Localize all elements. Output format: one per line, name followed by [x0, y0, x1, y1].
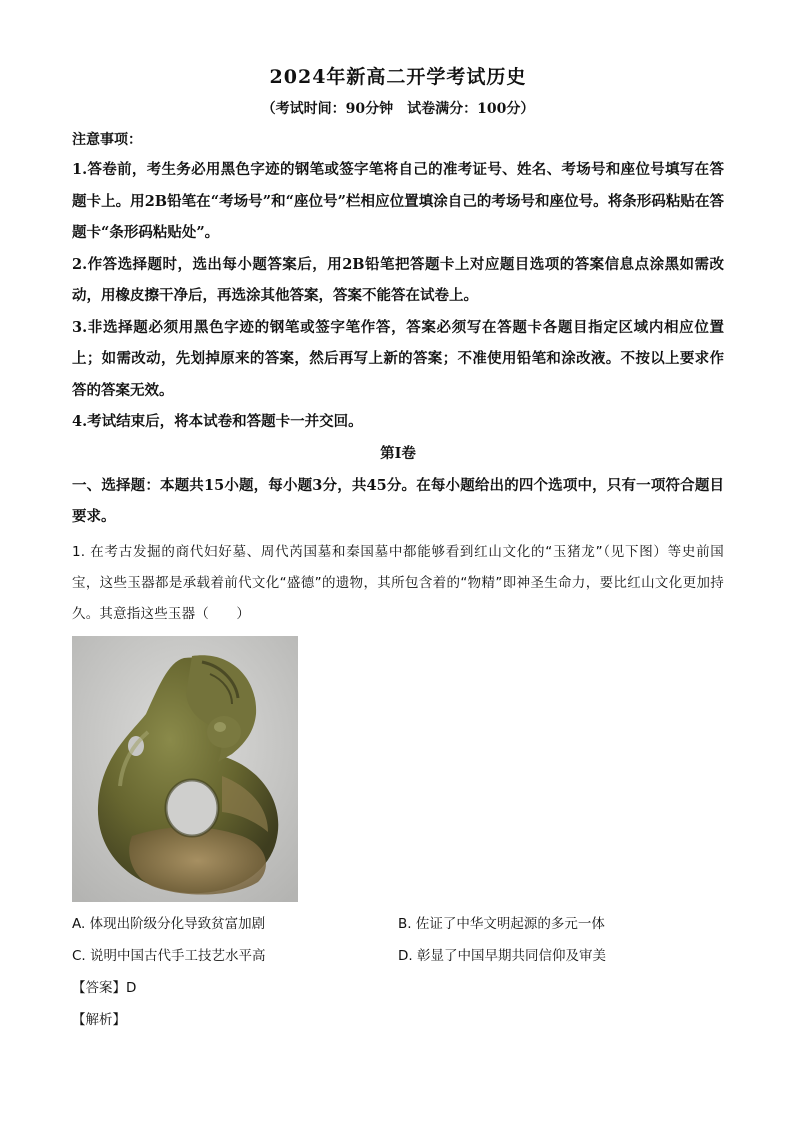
exam-page	[72, 62, 724, 1036]
question-1-options	[72, 908, 724, 972]
option-b[interactable]: B. 佐证了中华文明起源的多元一体	[398, 915, 605, 932]
question-1-stem: 1. 在考古发掘的商代妇好墓、周代芮国墓和秦国墓中都能够看到红山文化的“玉猪龙”（见下图）等史前国宝，这些玉器都是承载着前代文化“盛德”的遗物，其所包含着的“物精”即神圣生命力，要比红山文化更加持久。其意指这些玉器（ ）	[72, 543, 724, 622]
jade-pig-dragon-icon	[72, 636, 298, 902]
notice-item-2: 2.作答选择题时，选出每小题答案后，用2B铅笔把答题卡上对应题目选项的答案信息点涂黑如需改动，用橡皮擦干净后，再选涂其他答案，答案不能答在试卷上。	[72, 255, 724, 304]
section-intro: 一、选择题：本题共15小题，每小题3分，共45分。在每小题给出的四个选项中，只有一项符合题目要求。	[72, 476, 724, 525]
option-d[interactable]: D. 彰显了中国早期共同信仰及审美	[398, 947, 606, 964]
option-row-2	[72, 940, 724, 972]
exam-title: 2024年新高二开学考试历史	[269, 66, 527, 88]
option-c[interactable]: C. 说明中国古代手工技艺水平高	[72, 947, 266, 964]
option-a[interactable]: A. 体现出阶级分化导致贫富加剧	[72, 915, 266, 932]
answer-label: 【答案】D	[72, 979, 137, 996]
notice-item-4: 4.考试结束后，将本试卷和答题卡一并交回。	[72, 413, 363, 430]
analysis-label: 【解析】	[72, 1011, 126, 1028]
notice-heading: 注意事项：	[72, 132, 142, 148]
exam-subtitle: （考试时间：90分钟 试卷满分：100分）	[261, 101, 535, 117]
jade-pig-dragon-photo	[72, 636, 298, 902]
notice-item-1: 1.答卷前，考生务必用黑色字迹的钢笔或签字笔将自己的准考证号、姓名、考场号和座位号填写在答题卡上。用2B铅笔在“考场号”和“座位号”栏相应位置填涂自己的考场号和座位号。将条形码粘贴在答题卡“条形码粘贴处”。	[72, 161, 724, 241]
section-title: 第Ⅰ卷	[380, 444, 416, 462]
notice-item-3: 3.非选择题必须用黑色字迹的钢笔或签字笔作答，答案必须写在答题卡各题目指定区域内相应位置上；如需改动，先划掉原来的答案，然后再写上新的答案；不准使用铅笔和涂改液。不按以上要求作答的答案无效。	[72, 318, 724, 399]
option-row-1	[72, 908, 724, 940]
